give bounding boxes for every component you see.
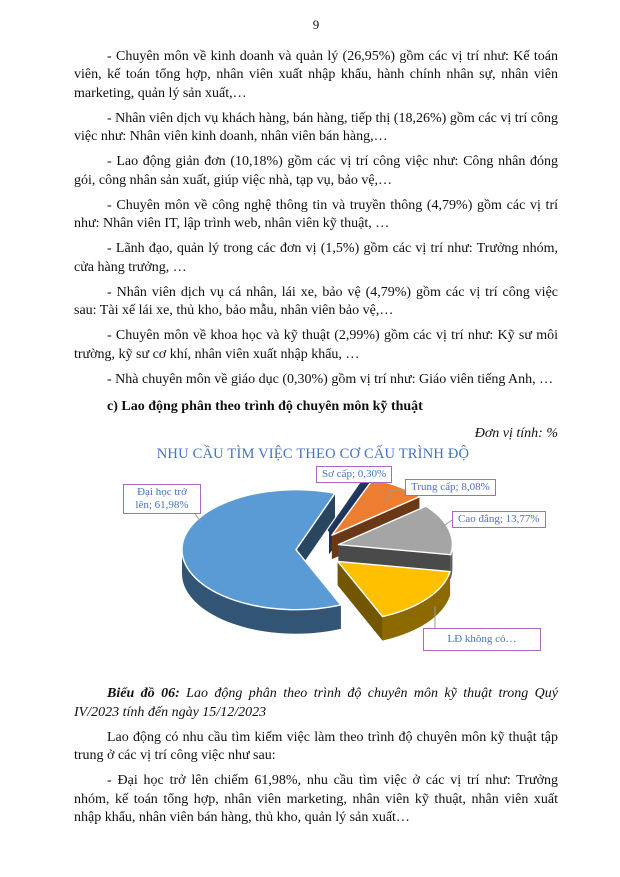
bullet-paragraph-it: - Chuyên môn về công nghệ thông tin và truyền thông (4,79%) gồm các vị trí như: Nhân viên IT, lập trình web, nhân viên kỹ thuật, … [74,197,558,231]
closing-paragraph-university: - Đại học trở lên chiếm 61,98%, nhu cầu tìm việc ở các vị trí như: Trưởng nhóm, kế toán tổng hợp, nhân viên marketing, nhân viên kỹ thuật, nhân viên xuất nhập khẩu, nhân viên bán hàng, thủ kho, quản lý sản xuất… [74,773,558,825]
bullet-paragraph-business: - Chuyên môn về kinh doanh và quản lý (26,95%) gồm các vị trí như: Kế toán viên, kế toán tổng hợp, nhân viên xuất nhập khẩu, hành chính nhân sự, nhân viên marketing, quản lý sản xuất,… [74,48,558,101]
figure-caption-label: Biểu đồ 06: [107,686,180,701]
figure-caption [74,685,558,722]
pie-label-dai-hoc: Đại học trở lên; 61,98% [123,484,201,514]
page-number: 9 [312,17,320,32]
bullet-paragraph-science-tech: - Chuyên môn về khoa học và kỹ thuật (2,99%) gồm các vị trí như: Kỹ sư môi trường, kỹ sư cơ khí, nhân viên xuất nhập khẩu, … [74,328,558,362]
bullet-paragraph-personal-service: - Nhân viên dịch vụ cá nhân, lái xe, bảo vệ (4,79%) gồm các vị trí công việc sau: Tài xế lái xe, thủ kho, bảo mẫu, nhân viên bảo vệ,… [74,284,558,318]
bullet-paragraph-education: - Nhà chuyên môn về giáo dục (0,30%) gồm vị trí như: Giáo viên tiếng Anh, … [107,371,554,387]
pie-label-cao-dang: Cao đẳng; 13,77% [452,511,546,528]
pie-slices [182,474,452,641]
bullet-paragraph-management: - Lãnh đạo, quản lý trong các đơn vị (1,5%) gồm các vị trí như: Trưởng nhóm, cửa hàng trưởng, … [74,241,558,275]
pie-label-so-cap: Sơ cấp; 0,30% [316,466,392,483]
bullet-paragraph-simple-labor: - Lao động giản đơn (10,18%) gồm các vị trí công việc như: Công nhân đóng gói, công nhân sản xuất, giúp việc nhà, tạp vụ, bảo vệ,… [74,154,558,188]
closing-paragraph-intro: Lao động có nhu cầu tìm kiếm việc làm theo trình độ chuyên môn kỹ thuật tập trung ở các vị trí công việc như sau: [74,729,558,763]
section-heading: c) Lao động phân theo trình độ chuyên môn kỹ thuật [107,399,423,414]
chart-title: NHU CẦU TÌM VIỆC THEO CƠ CẤU TRÌNH ĐỘ [156,446,470,462]
pie-label-trung-cap: Trung cấp; 8,08% [405,479,496,496]
pie-chart-figure [60,445,566,677]
bullet-paragraph-sales-service: - Nhân viên dịch vụ khách hàng, bán hàng, tiếp thị (18,26%) gồm các vị trí công việc như: Nhân viên kinh doanh, nhân viên bán hàng,… [74,110,558,144]
pie-label-ld-khong-co: LĐ không có… [423,628,541,651]
unit-note: Đơn vị tính: % [474,425,558,441]
figure-caption-text: Lao động phân theo trình độ chuyên môn kỹ thuật trong Quý IV/2023 tính đến ngày 15/12/2023 [74,686,559,720]
